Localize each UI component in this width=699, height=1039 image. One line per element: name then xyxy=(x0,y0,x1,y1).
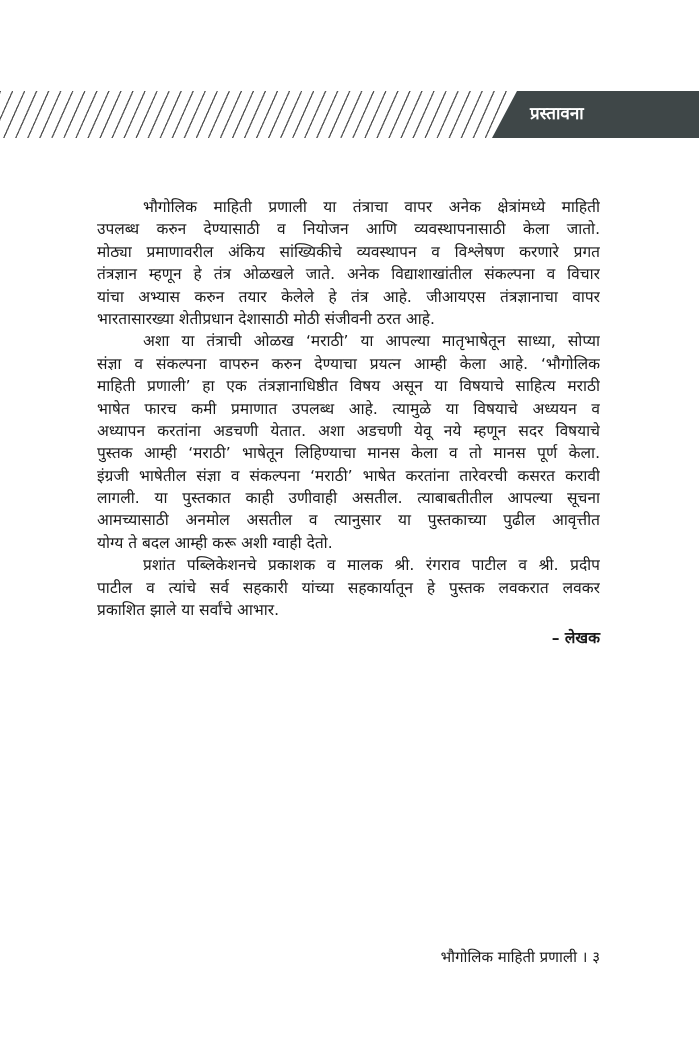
paragraph-line: इंग्रजी भाषेतील संज्ञा व संकल्पना ‘मराठी’ भाषेत करतांना तारेवरची कसरत करावी xyxy=(97,466,600,485)
paragraph-line: उपलब्ध करुन देण्यासाठी व नियोजन आणि व्यवस्थापनासाठी केला जातो. xyxy=(97,220,600,239)
paragraph xyxy=(97,554,600,621)
paragraph-line: भाषेत फारच कमी प्रमाणात उपलब्ध आहे. त्यामुळे या विषयाचे अध्ययन व xyxy=(97,399,600,418)
paragraph-line: मोठ्या प्रमाणावरील अंकिय सांख्यिकीचे व्यवस्थापन व विश्लेषण करणारे प्रगत xyxy=(97,242,600,261)
paragraph-line: पुस्तक आम्ही ‘मराठी’ भाषेतून लिहिण्याचा मानस केला व तो मानस पूर्ण केला. xyxy=(97,444,600,463)
paragraph-line: योग्य ते बदल आम्ही करू अशी ग्वाही देतो. xyxy=(97,533,333,552)
author-signature: – लेखक xyxy=(551,629,600,648)
paragraph-line: प्रकाशित झाले या सर्वांचे आभार. xyxy=(97,601,280,620)
paragraph-line: यांचा अभ्यास करुन तयार केलेले हे तंत्र आहे. जीआयएस तंत्रज्ञानाचा वापर xyxy=(97,287,600,306)
paragraph xyxy=(97,330,600,554)
preface-body xyxy=(97,196,600,649)
paragraph-line: अध्यापन करतांना अडचणी येतात. अशा अडचणी येवू नये म्हणून सदर विषयाचे xyxy=(97,421,600,440)
paragraph-line: माहिती प्रणाली’ हा एक तंत्रज्ञानाधिष्ठीत विषय असून या विषयाचे साहित्य मराठी xyxy=(97,377,600,396)
paragraph-line: भौगोलिक माहिती प्रणाली या तंत्राचा वापर अनेक क्षेत्रांमध्ये माहिती xyxy=(143,198,600,216)
paragraph-line: पाटील व त्यांचे सर्व सहकारी यांच्या सहकार्यातून हे पुस्तक लवकरात लवकर xyxy=(97,578,600,597)
paragraph-line: अशा या तंत्राची ओळख ‘मराठी’ या आपल्या मातृभाषेतून साध्या, सोप्या xyxy=(143,332,600,351)
chapter-header-band xyxy=(0,91,699,138)
paragraph-line: भारतासारख्या शेतीप्रधान देशासाठी मोठी संजीवनी ठरत आहे. xyxy=(97,309,435,328)
chapter-title: प्रस्तावना xyxy=(530,104,584,124)
page-footer: भौगोलिक माहिती प्रणाली । ३ xyxy=(440,948,600,966)
paragraph-line: आमच्यासाठी अनमोल असतील व त्यानुसार या पुस्तकाच्या पुढील आवृत्तीत xyxy=(97,511,600,530)
paragraph-line: संज्ञा व संकल्पना वापरुन करुन देण्याचा प्रयत्न आम्ही केला आहे. ‘भौगोलिक xyxy=(97,354,600,373)
paragraph-line: लागली. या पुस्तकात काही उणीवाही असतील. त्याबाबतीतील आपल्या सूचना xyxy=(97,489,600,508)
chapter-title-tab xyxy=(492,91,699,138)
paragraph-line: तंत्रज्ञान म्हणून हे तंत्र ओळखले जाते. अनेक विद्याशाखांतील संकल्पना व विचार xyxy=(97,265,600,284)
paragraph-line: प्रशांत पब्लिकेशनचे प्रकाशक व मालक श्री. रंगराव पाटील व श्री. प्रदीप xyxy=(143,556,600,575)
paragraph xyxy=(97,196,600,330)
decorative-stripes xyxy=(0,91,520,138)
